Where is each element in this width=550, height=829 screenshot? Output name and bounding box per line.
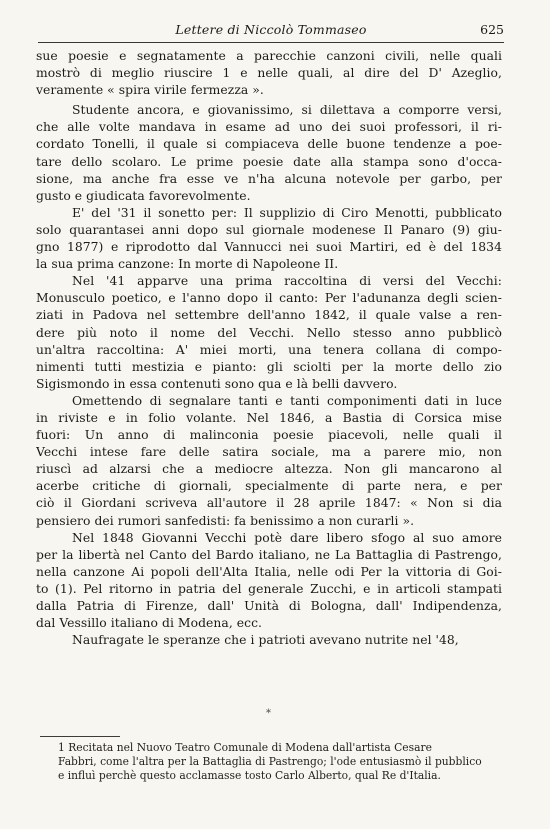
body-line: un'altra raccoltina: A' miei morti, una tenera collana di compo- bbox=[36, 342, 502, 357]
body-line: mostrò di meglio riuscire 1 e nelle quali, al dire del D' Azeglio, bbox=[36, 66, 502, 81]
body-line: Studente ancora, e giovanissimo, si dilettava a comporre versi, bbox=[72, 103, 502, 118]
body-line: Nel '41 apparve una prima raccoltina di versi del Vecchi: bbox=[72, 274, 502, 289]
body-text bbox=[36, 48, 502, 649]
body-line: pensiero dei rumori sanfedisti: fa benissimo a non curarli ». bbox=[36, 513, 415, 528]
footnotes bbox=[58, 741, 504, 784]
footnote-line: Fabbri, come l'altra per la Battaglia di Pastrengo; l'ode entusiasmò il pubblico bbox=[58, 755, 482, 769]
body-line: che alle volte mandava in esame ad uno dei suoi professori, il ri- bbox=[36, 120, 502, 135]
body-line: per la libertà nel Canto del Bardo italiano, ne La Battaglia di Pastrengo, bbox=[36, 547, 502, 562]
body-line: Vecchi intese fare delle satira sociale, ma a parere mio, non bbox=[36, 445, 502, 460]
body-line: sione, ma anche fra esse ve n'ha alcuna notevole per garbo, per bbox=[36, 171, 502, 186]
body-line: dal Vessillo italiano di Modena, ecc. bbox=[36, 616, 263, 631]
body-line: ziati in Padova nel settembre dell'anno 1842, il quale valse a ren- bbox=[36, 308, 502, 323]
footnote-line: e influì perchè questo acclamasse tosto Carlo Alberto, qual Re d'Italia. bbox=[58, 769, 441, 783]
body-line: tare dello scolaro. Le prime poesie date alla stampa sono d'occa- bbox=[36, 154, 502, 169]
body-line: in riviste e in folio volante. Nel 1846, a Bastia di Corsica mise bbox=[36, 410, 502, 425]
body-line: solo quarantasei anni dopo sul giornale modenese Il Panaro (9) giu- bbox=[36, 222, 502, 237]
body-line: fuori: Un anno di malinconia poesie piacevoli, nelle quali il bbox=[36, 428, 502, 443]
body-line: Sigismondo in essa contenuti sono qua e là belli davvero. bbox=[36, 376, 398, 391]
body-line: veramente « spira virile fermezza ». bbox=[36, 83, 264, 98]
footnote-rule bbox=[40, 736, 120, 737]
page-number: 625 bbox=[480, 22, 504, 37]
body-line: ciò il Giordani scriveva all'autore il 28 aprile 1847: « Non si dia bbox=[36, 496, 502, 511]
body-line: sue poesie e segnatamente a parecchie canzoni civili, nelle quali bbox=[36, 49, 502, 63]
body-line: nimenti tutti mestizia e pianto: gli sciolti per la morte dello zio bbox=[36, 359, 502, 374]
body-line: la sua prima canzone: In morte di Napoleone II. bbox=[36, 257, 339, 272]
body-line: Monusculo poetico, e l'anno dopo il canto: Per l'adunanza degli scien- bbox=[36, 291, 502, 306]
body-line: Omettendo di segnalare tanti e tanti componimenti dati in luce bbox=[72, 393, 502, 408]
body-line: dere più noto il nome del Vecchi. Nello stesso anno pubblicò bbox=[36, 325, 502, 340]
body-line: gno 1877) e riprodotto dal Vannucci nei suoi Martiri, ed è del 1834 bbox=[36, 240, 502, 255]
body-line: Nel 1848 Giovanni Vecchi potè dare libero sfogo al suo amore bbox=[72, 530, 502, 545]
header-rule bbox=[38, 42, 504, 43]
body-line: E' del '31 il sonetto per: Il supplizio di Ciro Menotti, pubblicato bbox=[72, 205, 502, 220]
section-separator: * bbox=[266, 708, 271, 719]
running-title: Lettere di Niccolò Tommaseo bbox=[175, 22, 367, 37]
body-line: acerbe critiche di giornali, specialmente di parte nera, e per bbox=[36, 479, 502, 494]
footnote-line: 1 Recitata nel Nuovo Teatro Comunale di Modena dall'artista Cesare bbox=[58, 741, 432, 754]
body-line: gusto e giudicata favorevolmente. bbox=[36, 188, 251, 203]
body-line: riuscì ad alzarsi che a mediocre altezza. Non gli mancarono al bbox=[36, 462, 502, 477]
body-line: Naufragate le speranze che i patrioti avevano nutrite nel '48, bbox=[72, 633, 459, 648]
running-head bbox=[38, 22, 504, 42]
body-line: to (1). Pel ritorno in patria del generale Zucchi, e in articoli stampati bbox=[36, 581, 502, 596]
body-line: cordato Tonelli, il quale si compiaceva delle buone tendenze a poe- bbox=[36, 137, 502, 152]
body-line: nella canzone Ai popoli dell'Alta Italia, nelle odi Per la vittoria di Goi- bbox=[36, 564, 502, 579]
body-line: dalla Patria di Firenze, dall' Unità di Bologna, dall' Indipendenza, bbox=[36, 599, 502, 613]
